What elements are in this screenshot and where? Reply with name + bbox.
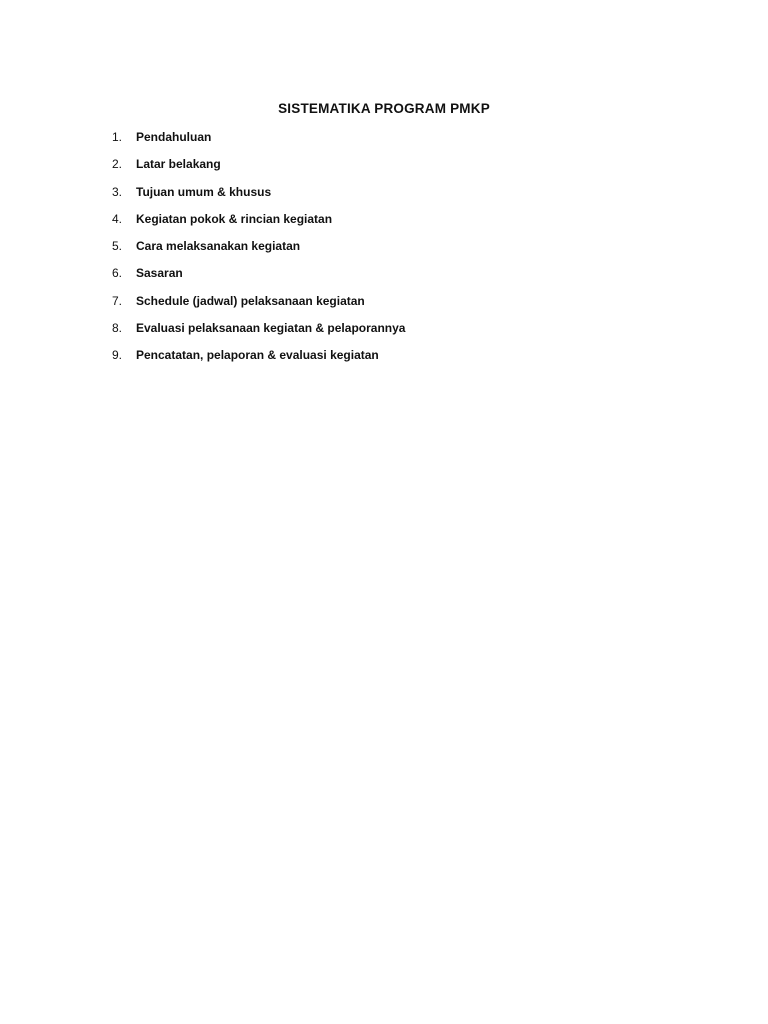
list-item-number: 5. — [112, 239, 123, 254]
list-item — [112, 155, 405, 182]
list-item-text: Cara melaksanakan kegiatan — [136, 239, 301, 254]
list-item-text: Latar belakang — [136, 157, 221, 172]
list-item — [112, 183, 405, 210]
list-item-text: Pencatatan, pelaporan & evaluasi kegiatan — [136, 348, 379, 363]
list-item-number: 9. — [112, 348, 123, 363]
list-item — [112, 319, 405, 346]
list-item — [112, 237, 405, 264]
list-item-number: 3. — [112, 184, 123, 199]
list-item-text: Schedule (jadwal) pelaksanaan kegiatan — [136, 293, 365, 308]
list-item-number: 8. — [112, 321, 123, 336]
list-item-text: Sasaran — [136, 266, 183, 281]
list-item-number: 6. — [112, 266, 123, 281]
list-item-number: 4. — [112, 211, 123, 226]
list-item-number: 7. — [112, 293, 123, 308]
list-item — [112, 210, 405, 237]
list-item — [112, 264, 405, 291]
list-item-number: 1. — [112, 130, 123, 144]
list-item — [112, 346, 405, 373]
list-item-text: Pendahuluan — [136, 130, 212, 144]
outline-list — [112, 128, 405, 374]
list-item — [112, 292, 405, 319]
list-item-number: 2. — [112, 157, 123, 172]
list-item-text: Tujuan umum & khusus — [136, 184, 272, 199]
list-item-text: Evaluasi pelaksanaan kegiatan & pelaporannya — [136, 321, 406, 336]
list-item-text: Kegiatan pokok & rincian kegiatan — [136, 211, 333, 226]
list-item — [112, 128, 405, 155]
page-title: SISTEMATIKA PROGRAM PMKP — [278, 101, 490, 116]
